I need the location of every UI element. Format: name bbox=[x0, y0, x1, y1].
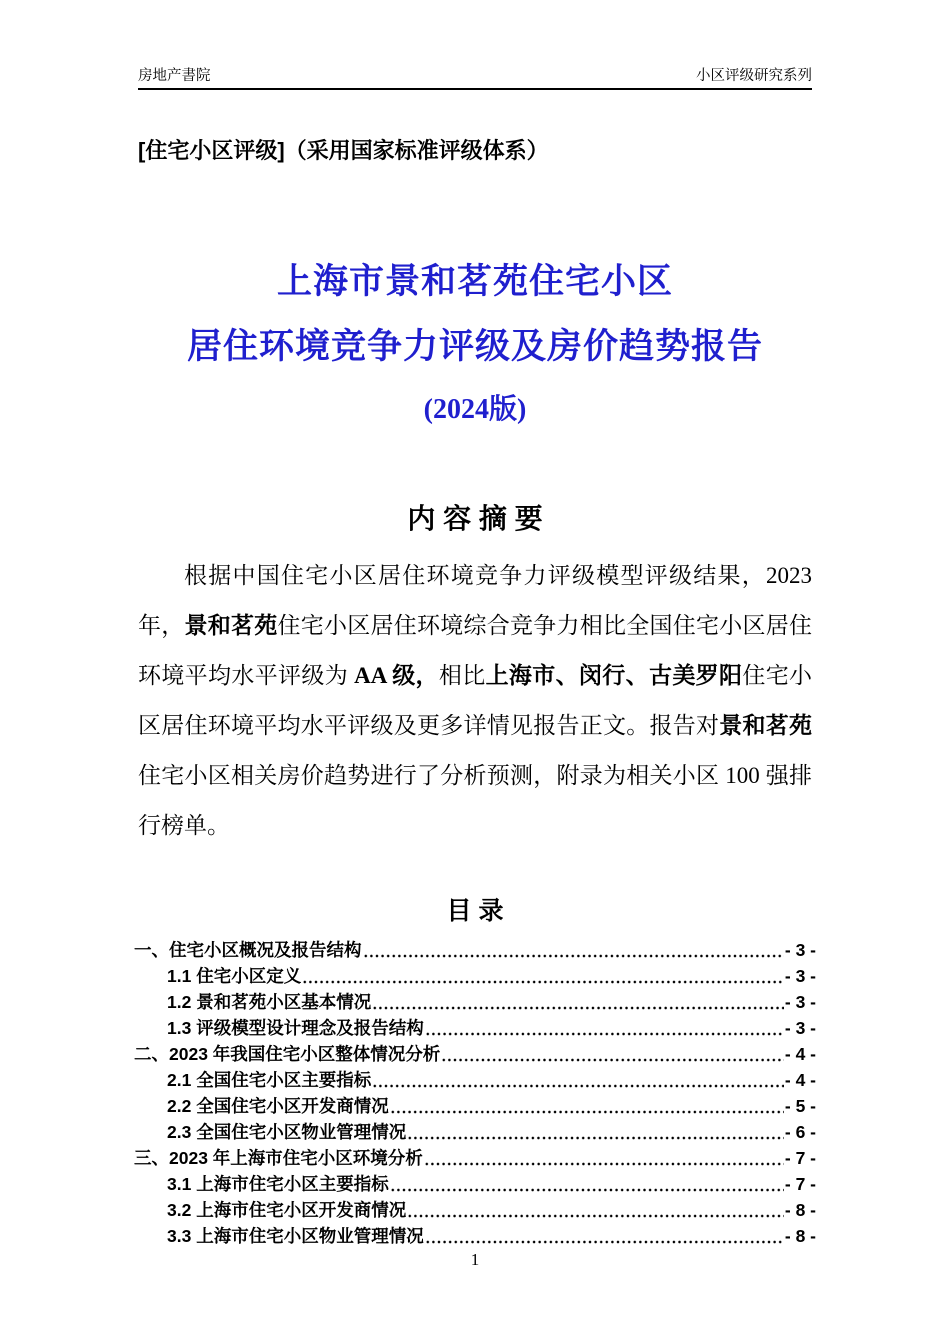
toc-dot-leader bbox=[372, 1067, 784, 1093]
toc-item-label: 1.1 住宅小区定义 bbox=[167, 966, 302, 986]
toc-item-label: 1.3 评级模型设计理念及报告结构 bbox=[167, 1018, 424, 1038]
toc-item-label: 3.1 上海市住宅小区主要指标 bbox=[167, 1174, 389, 1194]
toc-item[interactable] bbox=[134, 1067, 816, 1093]
toc-item-page: - 8 - bbox=[784, 1226, 816, 1246]
running-header bbox=[138, 64, 812, 90]
toc-item-page: - 3 - bbox=[784, 940, 816, 960]
summary-text: 相比 bbox=[438, 663, 486, 688]
summary-bold-text: 上海市、闵行、古美罗阳 bbox=[485, 663, 743, 688]
summary-paragraph bbox=[138, 551, 812, 851]
toc-item[interactable] bbox=[134, 937, 816, 963]
summary-bold-text: 景和茗苑 bbox=[719, 713, 812, 738]
toc-item-page: - 3 - bbox=[784, 966, 816, 986]
toc-item-label: 2.1 全国住宅小区主要指标 bbox=[167, 1070, 372, 1090]
toc-item-page: - 4 - bbox=[784, 1070, 816, 1090]
toc-item-label: 一、住宅小区概况及报告结构 bbox=[134, 940, 362, 960]
toc-item[interactable] bbox=[134, 1041, 816, 1067]
toc-dot-leader bbox=[407, 1119, 784, 1145]
report-edition: (2024版) bbox=[423, 394, 527, 425]
toc-dot-leader bbox=[363, 937, 784, 963]
toc-dot-leader bbox=[425, 1223, 784, 1249]
toc-dot-leader bbox=[424, 1145, 784, 1171]
toc-item-page: - 8 - bbox=[784, 1200, 816, 1220]
toc-item[interactable] bbox=[134, 1171, 816, 1197]
report-title-line2: 居住环境竞争力评级及房价趋势报告 bbox=[186, 327, 763, 366]
toc-dot-leader bbox=[407, 1197, 784, 1223]
title-block bbox=[0, 249, 950, 441]
toc-item[interactable] bbox=[134, 1145, 816, 1171]
report-series-heading: [住宅小区评级]（采用国家标准评级体系） bbox=[138, 138, 549, 163]
toc-dot-leader bbox=[302, 963, 784, 989]
toc-item-page: - 3 - bbox=[784, 1018, 816, 1038]
summary-heading: 内 容 摘 要 bbox=[407, 503, 543, 534]
toc-item[interactable] bbox=[134, 1015, 816, 1041]
toc-item[interactable] bbox=[134, 1119, 816, 1145]
summary-text: 根据中国住宅小区居住环境竞争力评级模型评级结果，2023 年， bbox=[138, 563, 812, 638]
table-of-contents bbox=[134, 937, 816, 1249]
summary-bold-text: AA 级， bbox=[354, 663, 439, 688]
summary-text: 住宅小区相关房价趋势进行了分析预测，附录为相关小区 100 强排行榜单。 bbox=[138, 763, 812, 838]
toc-item-label: 二、2023 年我国住宅小区整体情况分析 bbox=[134, 1044, 441, 1064]
toc-item-page: - 7 - bbox=[784, 1174, 816, 1194]
summary-bold-text: 景和茗苑 bbox=[184, 613, 278, 638]
toc-item[interactable] bbox=[134, 1223, 816, 1249]
toc-item[interactable] bbox=[134, 1093, 816, 1119]
toc-item-label: 2.3 全国住宅小区物业管理情况 bbox=[167, 1122, 407, 1142]
toc-dot-leader bbox=[425, 1015, 784, 1041]
toc-item[interactable] bbox=[134, 989, 816, 1015]
toc-item-label: 3.2 上海市住宅小区开发商情况 bbox=[167, 1200, 407, 1220]
toc-item-page: - 7 - bbox=[784, 1148, 816, 1168]
toc-dot-leader bbox=[372, 989, 784, 1015]
toc-item[interactable] bbox=[134, 963, 816, 989]
toc-item-page: - 3 - bbox=[784, 992, 816, 1012]
header-right-label: 小区评级研究系列 bbox=[696, 68, 812, 84]
toc-item-page: - 5 - bbox=[784, 1096, 816, 1116]
summary-text: 住宅小区居住环境平均水平评级及更多详情见报告正文。报告对 bbox=[138, 663, 813, 738]
toc-item-label: 3.3 上海市住宅小区物业管理情况 bbox=[167, 1226, 424, 1246]
toc-item-label: 1.2 景和茗苑小区基本情况 bbox=[167, 992, 372, 1012]
toc-dot-leader bbox=[390, 1093, 784, 1119]
toc-heading: 目 录 bbox=[446, 897, 504, 925]
toc-item[interactable] bbox=[134, 1197, 816, 1223]
report-title-line1: 上海市景和茗苑住宅小区 bbox=[276, 262, 673, 301]
toc-item-label: 2.2 全国住宅小区开发商情况 bbox=[167, 1096, 389, 1116]
page-number: 1 bbox=[470, 1250, 480, 1269]
toc-item-page: - 4 - bbox=[784, 1044, 816, 1064]
toc-dot-leader bbox=[390, 1171, 784, 1197]
toc-item-label: 三、2023 年上海市住宅小区环境分析 bbox=[134, 1148, 423, 1168]
summary-text: 住宅小区居住环境综合竞争力相比全国住宅小区居住环境平均水平评级为 bbox=[138, 613, 812, 688]
toc-item-page: - 6 - bbox=[784, 1122, 816, 1142]
header-left-label: 房地产書院 bbox=[138, 68, 211, 84]
toc-dot-leader bbox=[441, 1041, 784, 1067]
